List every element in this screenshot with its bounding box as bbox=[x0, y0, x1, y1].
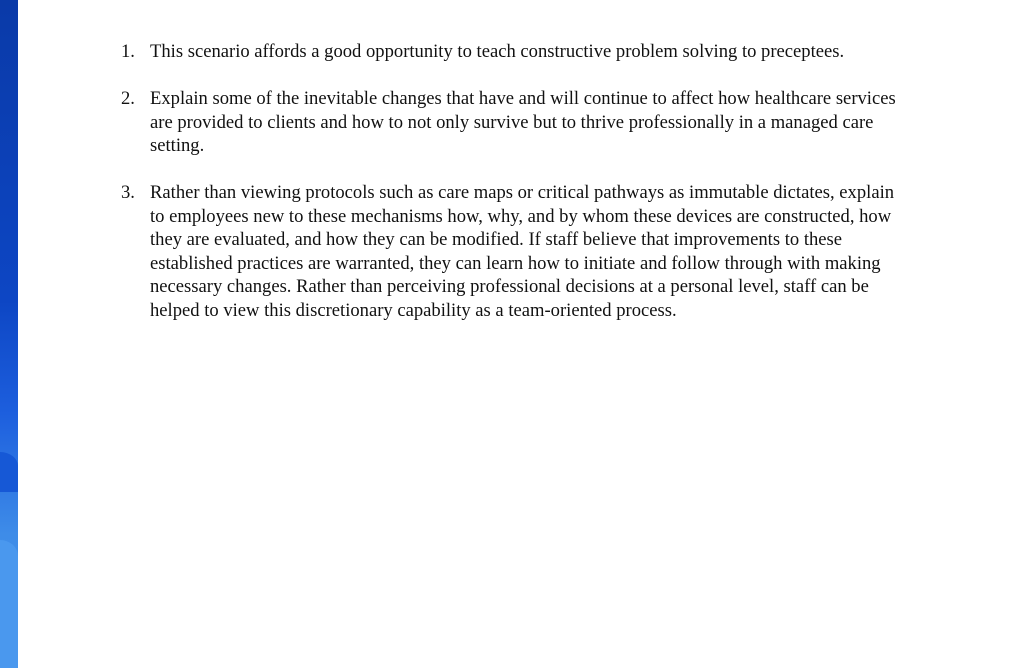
list-item-number: 3. bbox=[121, 182, 135, 203]
list-item bbox=[112, 87, 912, 158]
accent-wave-bottom bbox=[0, 540, 18, 668]
list-item-text: This scenario affords a good opportunity to teach constructive problem solving to preceptees. bbox=[150, 41, 845, 62]
list-item-number: 1. bbox=[121, 41, 135, 62]
list-item-number: 2. bbox=[121, 88, 135, 109]
numbered-list bbox=[112, 40, 912, 346]
list-item-text: Explain some of the inevitable changes that have and will continue to affect how healthcare services are provided to clients and how to not only survive but to thrive professionally in a managed care setting. bbox=[150, 88, 896, 156]
list-item bbox=[112, 40, 912, 64]
left-accent-bar bbox=[0, 0, 18, 668]
list-item-text: Rather than viewing protocols such as care maps or critical pathways as immutable dictates, explain to employees new to these mechanisms how, why, and by whom these devices are constructed, how they are evaluated, and how they can be modified. If staff believe that improvements to these established practices are warranted, they can learn how to initiate and follow through with making necessary changes. Rather than perceiving professional decisions at a personal level, staff can be helped to view this discretionary capability as a team-oriented process. bbox=[150, 182, 895, 321]
list-item bbox=[112, 181, 912, 322]
accent-wave-top bbox=[0, 452, 18, 492]
